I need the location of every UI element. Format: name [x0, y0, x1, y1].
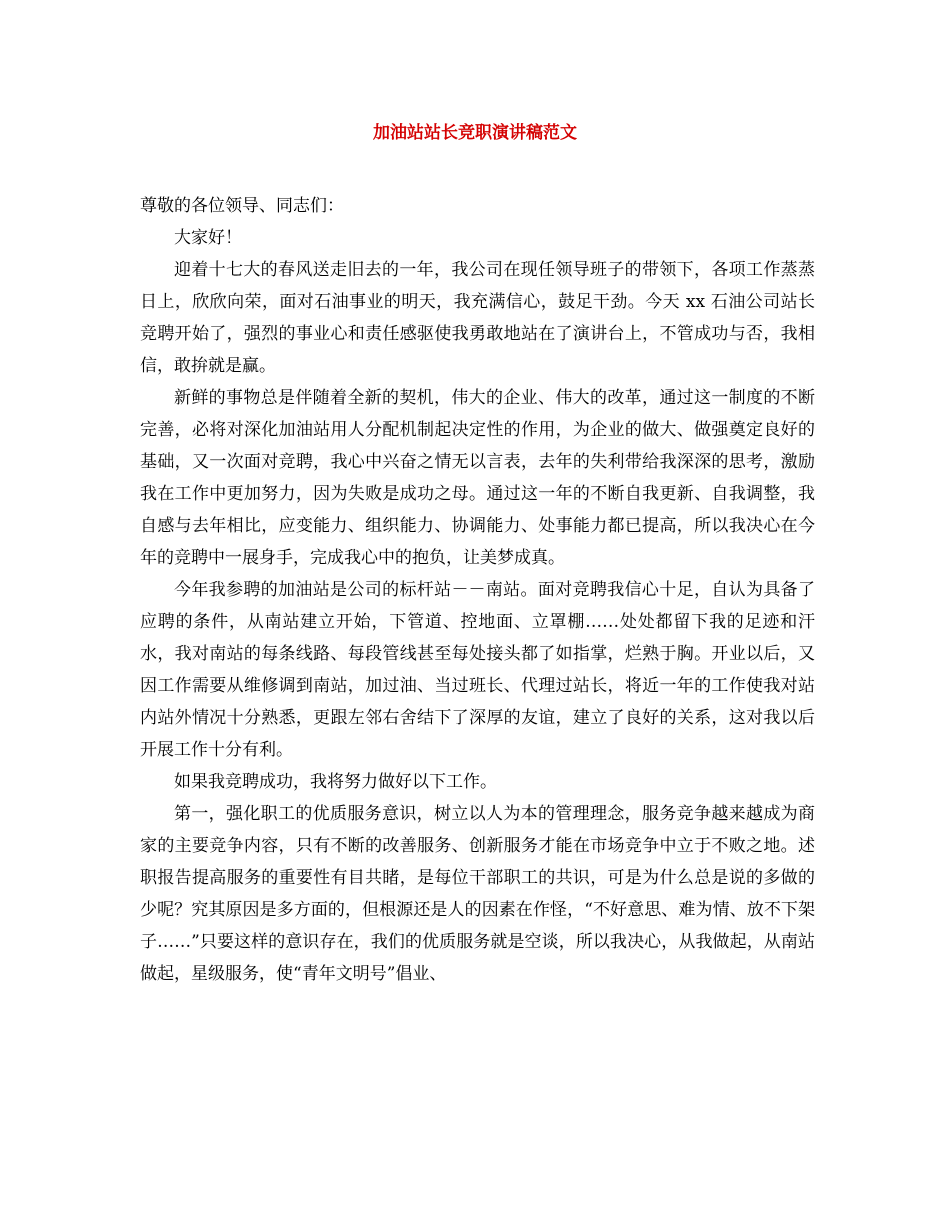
document-body — [140, 190, 815, 990]
paragraph-1: 迎着十七大的春风送走旧去的一年，我公司在现任领导班子的带领下，各项工作蒸蒸日上，欣欣向荣，面对石油事业的明天，我充满信心，鼓足干劲。今天 xx 石油公司站长竞聘开始了，强烈的事业心和责任感驱使我勇敢地站在了演讲台上，不管成功与否，我相信，敢拚就是赢。 — [140, 260, 815, 376]
paragraph-4: 如果我竞聘成功，我将努力做好以下工作。 — [174, 772, 497, 792]
paragraph-2: 新鲜的事物总是伴随着全新的契机，伟大的企业、伟大的改革，通过这一制度的不断完善，必将对深化加油站用人分配机制起决定性的作用，为企业的做大、做强奠定良好的基础，又一次面对竞聘，我心中兴奋之情无以言表，去年的失利带给我深深的思考，激励我在工作中更加努力，因为失败是成功之母。通过这一年的不断自我更新、自我调整，我自感与去年相比，应变能力、组织能力、协调能力、处事能力都已提高，所以我决心在今年的竞聘中一展身手，完成我心中的抱负，让美梦成真。 — [140, 388, 815, 568]
salutation: 尊敬的各位领导、同志们： — [140, 196, 344, 216]
document-title: 加油站站长竞职演讲稿范文 — [373, 123, 577, 143]
paragraph-5: 第一，强化职工的优质服务意识，树立以人为本的管理理念，服务竞争越来越成为商家的主要竞争内容，只有不断的改善服务、创新服务才能在市场竞争中立于不败之地。述职报告提高服务的重要性有目共睹，是每位干部职工的共识，可是为什么总是说的多做的少呢？究其原因是多方面的，但根源还是人的因素在作怪，“不好意思、难为情、放不下架子……”只要这样的意识存在，我们的优质服务就是空谈，所以我决心，从我做起，从南站做起，星级服务，使“青年文明号”倡业、 — [140, 804, 815, 984]
paragraph-greeting: 大家好！ — [174, 228, 242, 248]
paragraph-3: 今年我参聘的加油站是公司的标杆站－－南站。面对竞聘我信心十足，自认为具备了应聘的条件，从南站建立开始，下管道、控地面、立罩棚……处处都留下我的足迹和汗水，我对南站的每条线路、每段管线甚至每处接头都了如指掌，烂熟于胸。开业以后，又因工作需要从维修调到南站，加过油、当过班长、代理过站长，将近一年的工作使我对站内站外情况十分熟悉，更跟左邻右舍结下了深厚的友谊，建立了良好的关系，这对我以后开展工作十分有利。 — [140, 580, 815, 760]
